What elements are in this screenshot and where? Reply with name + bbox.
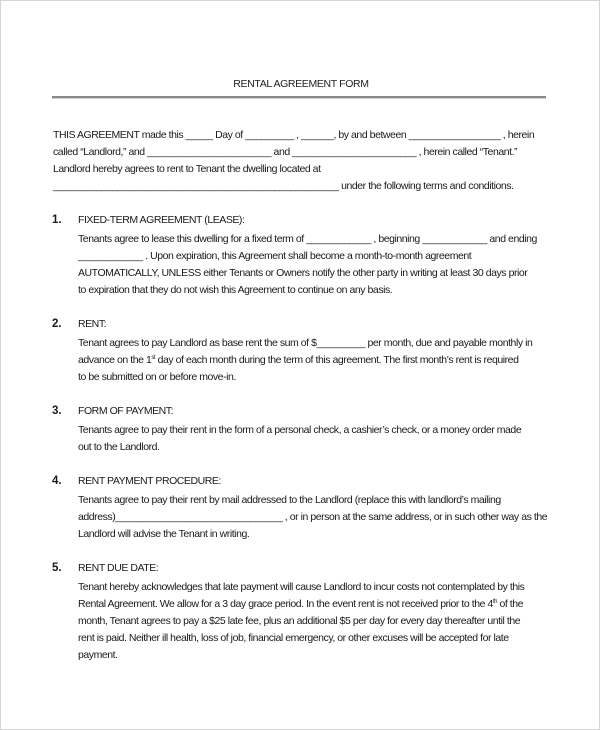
section-line: rent is paid. Neither ill health, loss of job, financial emergency, or other excuses will be accepted for late bbox=[78, 632, 509, 644]
title-divider bbox=[52, 96, 546, 99]
section-number: 1. bbox=[52, 214, 62, 226]
section-line-text: of the bbox=[496, 598, 524, 610]
intro-line: Landlord hereby agrees to rent to Tenant the dwelling located at bbox=[53, 163, 321, 175]
section-number: 5. bbox=[52, 562, 62, 574]
section-heading: RENT PAYMENT PROCEDURE: bbox=[78, 475, 221, 487]
section-line: Tenant agrees to pay Landlord as base rent the sum of $_________ per month, due and payable monthly in bbox=[78, 337, 533, 349]
section-number: 2. bbox=[52, 318, 62, 330]
section-line-text: advance on the 1 bbox=[78, 354, 152, 366]
section-line: month, Tenant agrees to pay a $25 late fee, plus an additional $5 per day for every day thereafter until the bbox=[78, 615, 521, 627]
section-number: 3. bbox=[52, 405, 62, 417]
section-line: to expiration that they do not wish this Agreement to continue on any basis. bbox=[78, 284, 393, 296]
section-line: to be submitted on or before move-in. bbox=[78, 371, 236, 383]
section-number: 4. bbox=[52, 475, 62, 487]
superscript: th bbox=[492, 599, 497, 605]
section-line: Tenants agree to pay their rent by mail addressed to the Landlord (replace this with landlord’s mailing bbox=[78, 494, 501, 506]
section-line bbox=[78, 598, 523, 610]
section-line: ____________ . Upon expiration, this Agreement shall become a month-to-month agreement bbox=[78, 250, 472, 262]
section-line: Tenants agree to lease this dwelling for a fixed term of ____________ , beginning ____________ and ending bbox=[78, 233, 537, 245]
section-heading: FORM OF PAYMENT: bbox=[78, 405, 174, 417]
section-line: address)_______________________________ , or in person at the same address, or in such other way as the bbox=[78, 511, 548, 523]
section-heading: FIXED-TERM AGREEMENT (LEASE): bbox=[78, 214, 245, 226]
section-line: payment. bbox=[78, 649, 118, 661]
section-line bbox=[78, 354, 518, 366]
section-line: AUTOMATICALLY, UNLESS either Tenants or Owners notify the other party in writing at least 30 days prior bbox=[78, 267, 528, 279]
section-heading: RENT: bbox=[78, 318, 107, 330]
superscript: st bbox=[151, 355, 156, 361]
section-line: Tenants agree to pay their rent in the form of a personal check, a cashier’s check, or a money order made bbox=[78, 424, 522, 436]
section-heading: RENT DUE DATE: bbox=[78, 562, 159, 574]
document-title: RENTAL AGREEMENT FORM bbox=[233, 78, 369, 90]
intro-line: _____________________________________________________ under the following terms and conditions. bbox=[53, 180, 514, 192]
intro-line: THIS AGREEMENT made this _____ Day of _________ , ______, by and between _________________ , herein bbox=[53, 129, 535, 141]
intro-line: called “Landlord,” and _______________________ and _______________________ , herein called “Tenant.” bbox=[53, 146, 518, 158]
section-line: Landlord will advise the Tenant in writing. bbox=[78, 528, 250, 540]
section-line-text: day of each month during the term of this agreement. The first month’s rent is required bbox=[155, 354, 519, 366]
section-line-text: Rental Agreement. We allow for a 3 day grace period. In the event rent is not received prior to the 4 bbox=[78, 598, 493, 610]
section-line: out to the Landlord. bbox=[78, 441, 160, 453]
section-line: Tenant hereby acknowledges that late payment will cause Landlord to incur costs not contemplated by this bbox=[78, 581, 525, 593]
